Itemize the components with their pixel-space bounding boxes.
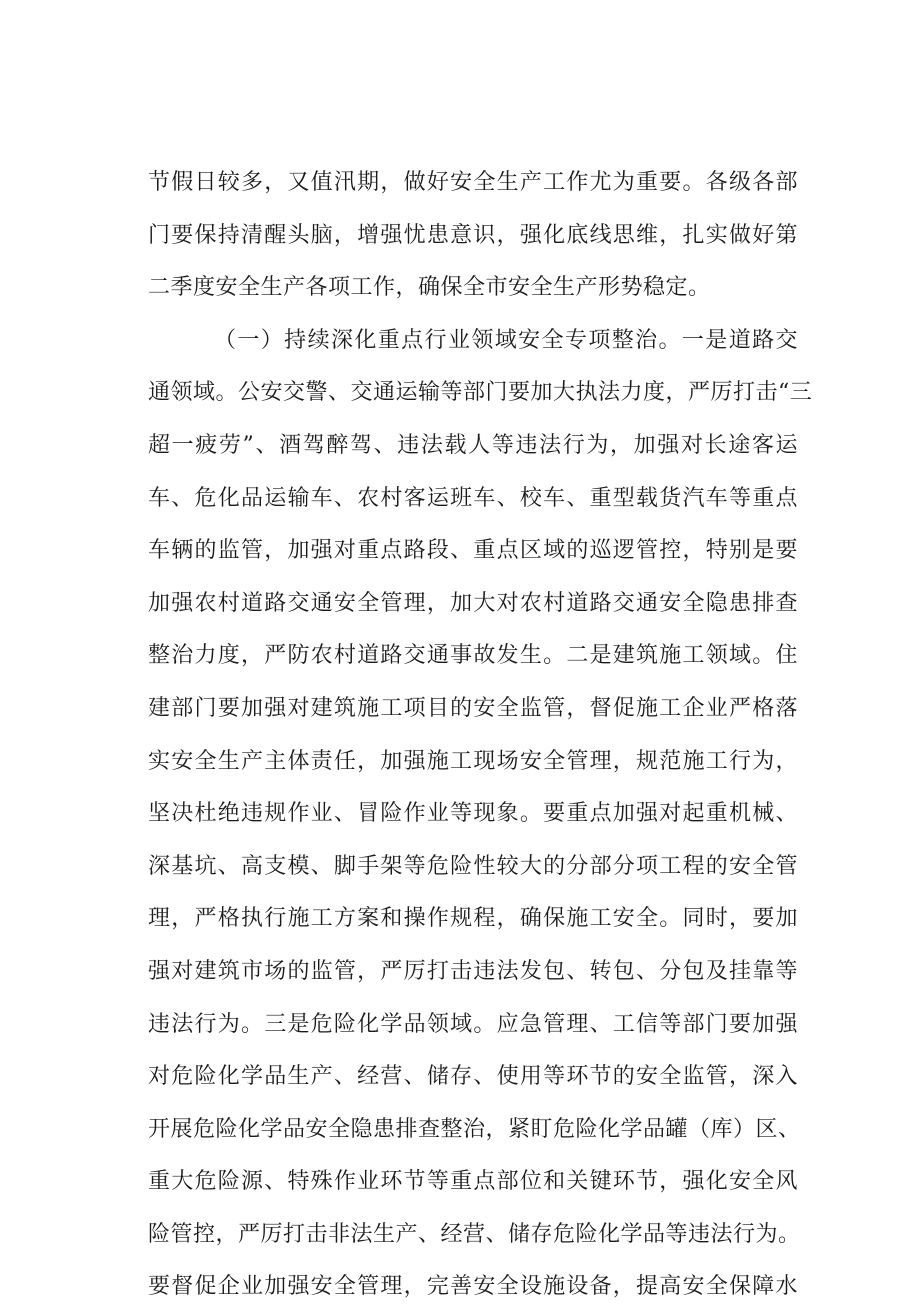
text-line: 加强农村道路交通安全管理，加大对农村道路交通安全隐患排查 [148, 590, 798, 616]
text-line: 车、危化品运输车、农村客运班车、校车、重型载货汽车等重点 [148, 485, 798, 511]
text-line: 节假日较多，又值汛期，做好安全生产工作尤为重要。各级各部 [148, 170, 798, 195]
text-line: 深基坑、高支模、脚手架等危险性较大的分部分项工程的安全管 [148, 853, 798, 879]
body-text [148, 157, 813, 1314]
text-line: 对危险化学品生产、经营、储存、使用等环节的安全监管，深入 [148, 1064, 798, 1090]
text-line: 门要保持清醒头脑，增强忧患意识，强化底线思维，扎实做好第 [148, 222, 798, 248]
text-line: 理，严格执行施工方案和操作规程，确保施工安全。同时，要加 [148, 906, 798, 932]
section-heading-line: （一）持续深化重点行业领域安全专项整治。一是道路交 [214, 327, 798, 353]
text-line: 整治力度，严防农村道路交通事故发生。二是建筑施工领域。住 [148, 643, 798, 669]
text-line: 超一疲劳”、酒驾醉驾、违法载人等违法行为，加强对长途客运 [148, 432, 798, 458]
text-line: 坚决杜绝违规作业、冒险作业等现象。要重点加强对起重机械、 [148, 801, 798, 827]
text-line: 实安全生产主体责任，加强施工现场安全管理，规范施工行为， [148, 748, 798, 774]
text-line: 开展危险化学品安全隐患排查整治，紧盯危险化学品罐（库）区、 [148, 1116, 801, 1142]
text-line: 要督促企业加强安全管理，完善安全设施设备，提高安全保障水 [148, 1274, 798, 1300]
text-line: 通领域。公安交警、交通运输等部门要加大执法力度，严厉打击“三 [148, 380, 813, 406]
text-line: 强对建筑市场的监管，严厉打击违法发包、转包、分包及挂靠等 [148, 958, 798, 984]
text-line: 车辆的监管，加强对重点路段、重点区域的巡逻管控，特别是要 [148, 538, 798, 564]
text-line: 违法行为。三是危险化学品领域。应急管理、工信等部门要加强 [148, 1011, 798, 1037]
text-line: 险管控，严厉打击非法生产、经营、储存危险化学品等违法行为。 [148, 1221, 801, 1247]
text-line: 二季度安全生产各项工作，确保全市安全生产形势稳定。 [148, 275, 711, 301]
text-line: 重大危险源、特殊作业环节等重点部位和关键环节，强化安全风 [148, 1169, 798, 1195]
text-line: 建部门要加强对建筑施工项目的安全监管，督促施工企业严格落 [148, 695, 798, 721]
